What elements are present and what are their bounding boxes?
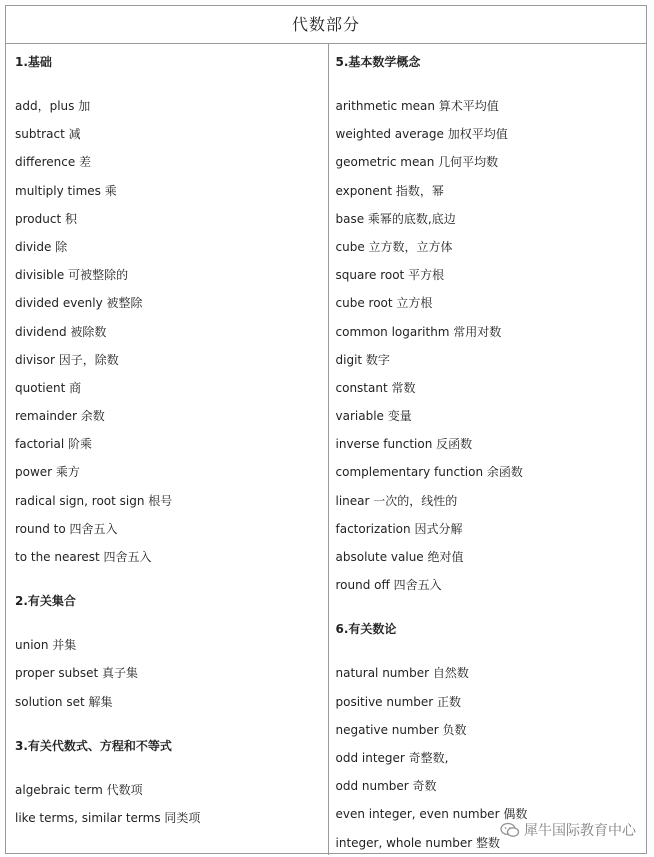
- term-item: divisor 因子，除数: [15, 352, 119, 367]
- table-columns: [6, 44, 646, 855]
- term-item: variable 变量: [335, 409, 412, 424]
- term-item: factorization 因式分解: [335, 521, 463, 536]
- term-item: quotient 商: [15, 380, 82, 395]
- term-list: [15, 92, 328, 571]
- term-item: odd integer 奇整数,: [335, 750, 449, 765]
- left-column: [6, 44, 329, 855]
- section-heading: 3.有关代数式、方程和不等式: [15, 738, 172, 753]
- term-item: weighted average 加权平均值: [335, 127, 508, 142]
- term-item: negative number 负数: [335, 722, 467, 737]
- term-item: square root 平方根: [335, 268, 445, 283]
- term-item: absolute value 绝对值: [335, 550, 464, 564]
- term-item: complementary function 余函数: [335, 465, 523, 480]
- watermark: [500, 820, 636, 840]
- term-item: constant 常数: [335, 380, 416, 395]
- term-item: cube 立方数，立方体: [335, 239, 453, 254]
- spacer: [336, 643, 647, 659]
- spacer: [336, 76, 647, 92]
- term-item: subtract 减: [15, 127, 81, 142]
- term-item: even integer, even number 偶数: [335, 807, 528, 822]
- term-item: proper subset 真子集: [15, 666, 139, 681]
- spacer: [15, 615, 328, 631]
- term-item: digit 数字: [335, 352, 390, 367]
- term-list: [15, 776, 328, 832]
- section-heading: 6.有关数论: [335, 622, 397, 637]
- table-title: 代数部分: [6, 6, 646, 44]
- term-item: divisible 可被整除的: [15, 268, 129, 283]
- section-heading: 1.基础: [15, 55, 52, 69]
- term-item: radical sign, root sign 根号: [15, 493, 173, 508]
- term-item: common logarithm 常用对数: [335, 324, 502, 339]
- term-item: to the nearest 四舍五入: [15, 550, 152, 564]
- term-item: difference 差: [15, 155, 92, 170]
- wechat-icon: [500, 822, 520, 838]
- spacer: [15, 76, 328, 92]
- term-item: union 并集: [15, 638, 77, 653]
- term-item: positive number 正数: [335, 694, 462, 709]
- term-item: base 乘幂的底数,底边: [335, 211, 456, 226]
- term-item: solution set 解集: [15, 694, 113, 709]
- term-item: divided evenly 被整除: [15, 296, 143, 311]
- term-item: factorial 阶乘: [15, 437, 92, 452]
- spacer: [15, 571, 328, 587]
- term-item: integer, whole number 整数: [335, 835, 501, 850]
- term-item: inverse function 反函数: [335, 437, 473, 452]
- term-item: geometric mean 几何平均数: [335, 155, 499, 170]
- term-list: [336, 92, 647, 599]
- term-item: odd number 奇数: [335, 779, 437, 794]
- term-item: algebraic term 代数项: [15, 782, 143, 797]
- term-item: round to 四舍五入: [15, 521, 118, 536]
- term-item: linear 一次的，线性的: [335, 493, 458, 508]
- term-item: remainder 余数: [15, 409, 105, 424]
- spacer: [15, 760, 328, 776]
- vocab-table: [5, 5, 647, 854]
- term-item: power 乘方: [15, 465, 80, 480]
- term-item: product 积: [15, 211, 77, 226]
- term-item: round off 四舍五入: [335, 578, 442, 593]
- watermark-text: 犀牛国际教育中心: [524, 823, 636, 839]
- section-heading: 2.有关集合: [15, 594, 76, 609]
- section-heading: 5.基本数学概念: [335, 55, 421, 69]
- spacer: [336, 599, 647, 615]
- term-item: exponent 指数，幂: [335, 183, 444, 198]
- spacer: [15, 716, 328, 732]
- term-item: dividend 被除数: [15, 324, 107, 339]
- term-item: like terms, similar terms 同类项: [15, 810, 201, 825]
- term-item: multiply times 乘: [15, 183, 117, 198]
- term-item: add，plus 加: [15, 99, 91, 113]
- term-item: natural number 自然数: [335, 666, 469, 681]
- term-list: [15, 631, 328, 716]
- right-column: [329, 44, 647, 855]
- term-item: divide 除: [15, 239, 68, 254]
- term-item: cube root 立方根: [335, 296, 433, 311]
- term-item: arithmetic mean 算术平均值: [335, 99, 499, 113]
